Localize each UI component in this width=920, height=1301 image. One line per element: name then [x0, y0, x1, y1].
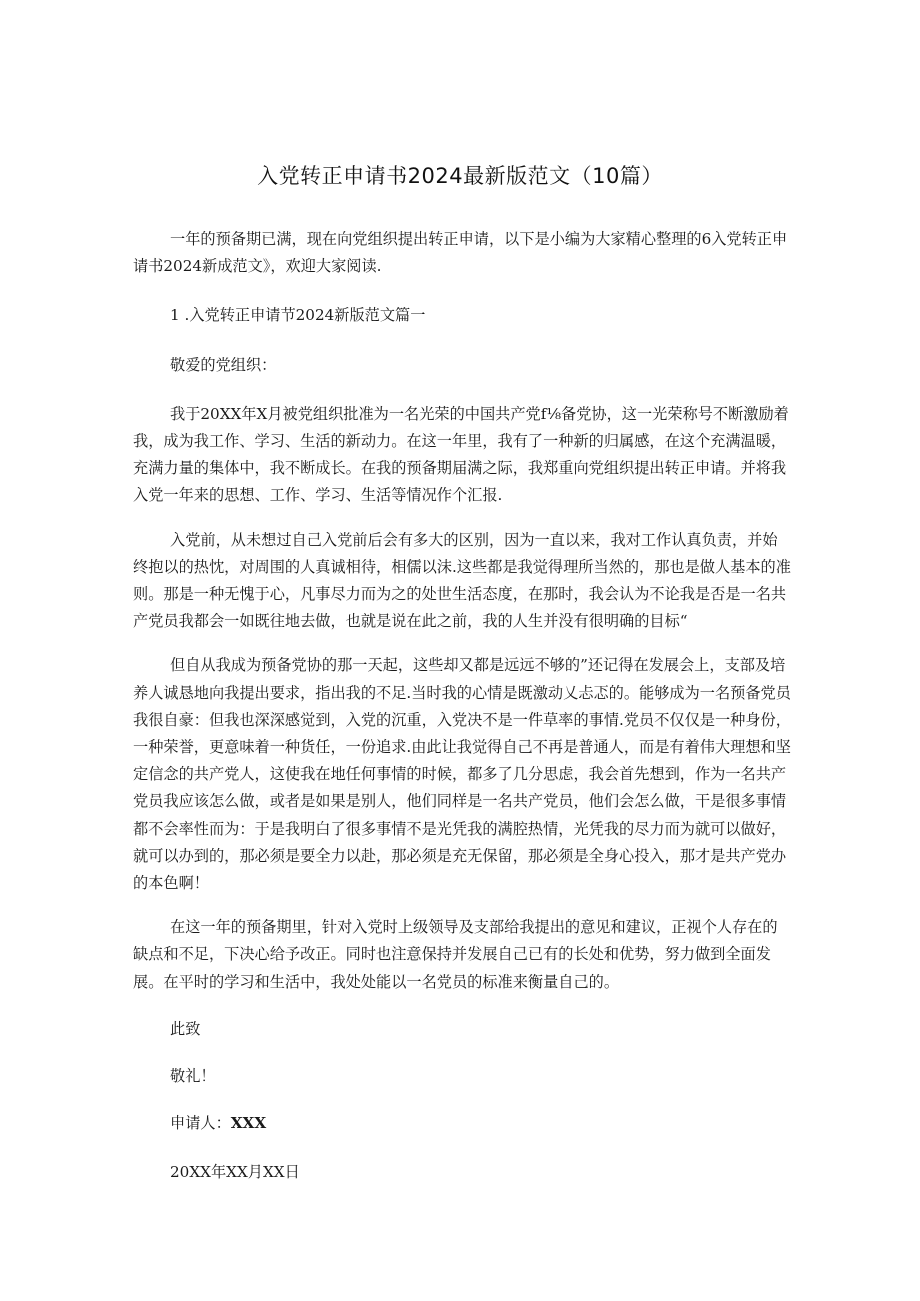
- salutation: 敬爱的党组织：: [170, 355, 277, 374]
- closing-greeting: 敬礼！: [170, 1067, 216, 1086]
- body-paragraph: 我于20XX年X月被党组织批准为一名光荣的中国共产党f⅛备党协，这一光荣称号不断激励着我，成为我工作、学习、生活的新动力。在这一年里，我有了一种新的归属感，在这个充满温暖，充满力量的集体中，我不断成长。在我的预备期届满之际，我郑重向党组织提出转正申请。并将我入党一年来的思想、工作、学习、生活等情况作个汇报.: [133, 404, 789, 505]
- document-title: 入党转正申请书2024最新版范文（10篇）: [257, 164, 663, 188]
- closing-line: 此致: [170, 1019, 201, 1038]
- signature-label: 申请人：: [170, 1114, 231, 1133]
- body-paragraph: 入党前，从未想过自己入党前后会有多大的区别，因为一直以来，我对工作认真负责，并始终抱以的热忱，对周围的人真诚相待，相儒以沫.这些都是我觉得理所当然的，那也是做人基本的准则。那是一种无愧于心，凡事尽力而为之的处世生活态度，在那时，我会认为不论我是否是一名共产党员我都会一如既往地去做，也就是说在此之前，我的人生并没有很明确的目标“: [133, 530, 791, 631]
- signature-line: [133, 1110, 791, 1137]
- body-paragraph: 但自从我成为预备党协的那一天起，这些却又都是远远不够的”还记得在发展会上，支部及培养人诚恳地向我提出要求，指出我的不足.当时我的心情是既激动乂忐忑的。能够成为一名预备党员我很自豪：但我也深深感觉到，入党的沉重，入党决不是一件草率的事情.党员不仅仅是一种身份，一种荣誉，更意味着一种货任，一份追求.由此让我觉得自己不再是普通人，而是有着伟大理想和坚定信念的共产党人，这使我在地任何事情的时候，都多了几分思虑，我会首先想到，作为一名共产党员我应该怎么做，或者是如果是别人，他们同样是一名共产党员，他们会怎么做，干是很多事情都不会率性而为：于是我明白了很多事情不是光凭我的满腔热情，光凭我的尽力而为就可以做好，就可以办到的，那必须是要全力以赴，那必须是充无保留，那必须是全身心投入，那才是共产党办的本色啊！: [133, 656, 791, 893]
- signature-name: XXX: [230, 1114, 267, 1133]
- section-heading: 1 .入党转正申请节2024新版范文篇一: [170, 306, 426, 325]
- intro-paragraph: 一年的预备期已满，现在向党组织提出转正申请，以下是小编为大家精心整理的6入党转正申请书2024新成范文》，欢迎大家阅读.: [133, 230, 788, 276]
- body-paragraph: 在这一年的预备期里，针对入党时上级领导及支部给我提出的意见和建议，正视个人存在的缺点和不足，下决心给予改正。同时也注意保持并发展自己已有的长处和优势，努力做到全面发展。在平时的学习和生活中，我处处能以一名党员的标准来衡量自己的。: [133, 918, 778, 991]
- document-body: [133, 226, 791, 1187]
- date-line: 20XX年XX月XX日: [170, 1163, 300, 1182]
